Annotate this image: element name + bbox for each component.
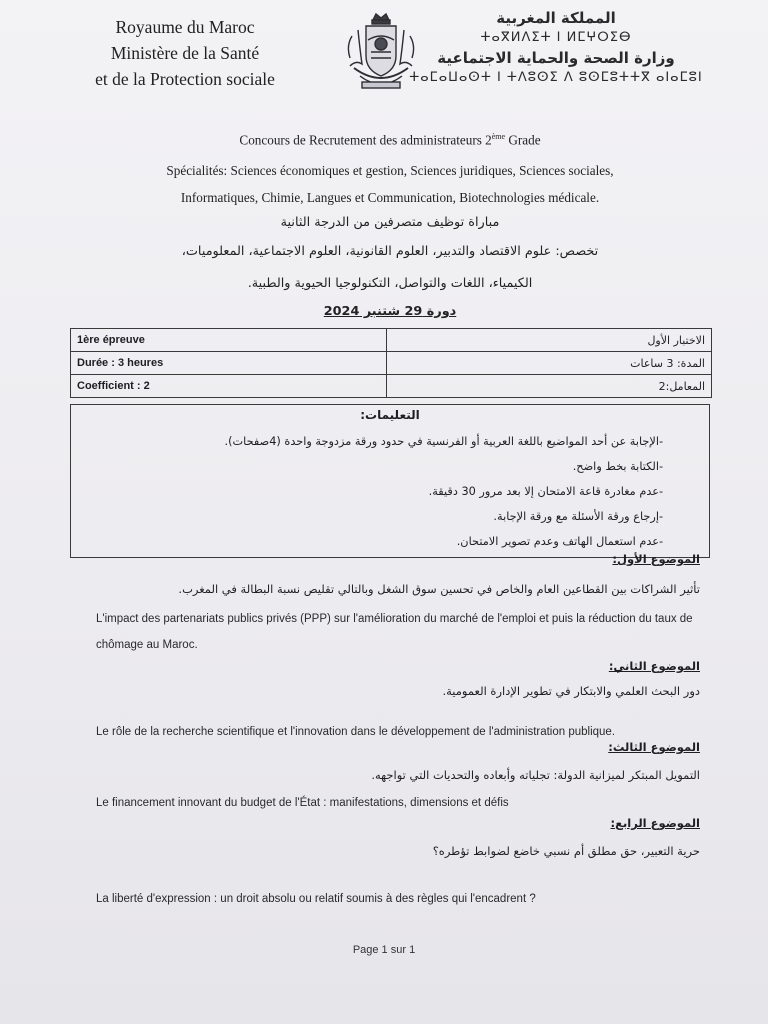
ar-title-line-1: مباراة توظيف متصرفين من الدرجة الثانية: [280, 215, 500, 230]
table-row: [71, 329, 712, 352]
topic-1-fr: L'impact des partenariats publics privés (PPP) sur l'amélioration du marché de l'emploi et puis la réduction du taux de chômage au Maroc.: [96, 613, 693, 651]
ar-title-line-2: تخصص: علوم الاقتصاد والتدبير، العلوم القانونية، العلوم الاجتماعية، المعلوميات،: [181, 244, 599, 259]
topic-4-title: الموضوع الرابع:: [610, 816, 700, 830]
topic-3-fr: Le financement innovant du budget de l'État : manifestations, dimensions et défis: [96, 797, 509, 809]
specialties-line-1: Spécialités: Sciences économiques et gestion, Sciences juridiques, Sciences sociales,: [166, 163, 614, 178]
header-fr-line: Ministère de la Santé: [110, 43, 260, 63]
list-item: -عدم استعمال الهاتف وعدم تصوير الامتحان.: [456, 535, 664, 548]
table-cell-ar: الاختبار الأول: [387, 329, 712, 352]
instructions-title: التعليمات:: [360, 408, 420, 422]
instructions-box: [70, 404, 710, 558]
topic-3-ar: التمويل المبتكر لميزانية الدولة: تجلياته وأبعاده والتحديات التي تواجهه.: [371, 768, 700, 782]
topic-3-title: الموضوع الثالث:: [608, 740, 700, 754]
topic-1-title: الموضوع الأول:: [612, 552, 700, 566]
table-cell-ar: المدة: 3 ساعات: [387, 352, 712, 375]
topic-2-title: الموضوع الثاني:: [608, 659, 700, 673]
header-tif-line: ⵜⴰⵎⴰⵡⴰⵙⵜ ⵏ ⵜⴷⵓⵙⵉ ⴷ ⵓⵙⵎⵓⵜⵜⴳ ⴰⵏⴰⵎⵓⵏ: [409, 70, 703, 85]
table-row: [71, 375, 712, 398]
list-item: -الإجابة عن أحد المواضيع باللغة العربية أو الفرنسية في حدود ورقة مزدوجة واحدة (4صفحات).: [224, 435, 664, 448]
topic-2-ar: دور البحث العلمي والابتكار في تطوير الإدارة العمومية.: [442, 684, 700, 698]
header-ar-line: المملكة المغربية: [496, 9, 616, 27]
table-cell-fr: 1ère épreuve: [71, 329, 387, 352]
specialties-line-2: Informatiques, Chimie, Langues et Communication, Biotechnologies médicale.: [180, 190, 600, 205]
ar-title-line-3: الكيمياء، اللغات والتواصل، التكنولوجيا الحيوية والطبية.: [247, 276, 533, 291]
list-item: -الكتابة بخط واضح.: [572, 460, 664, 473]
table-cell-ar: المعامل:2: [387, 375, 712, 398]
header-fr-line: Royaume du Maroc: [115, 17, 255, 37]
instructions-list: [87, 429, 687, 554]
topic-4-fr: La liberté d'expression : un droit absolu ou relatif soumis à des règles qui l'encadrent ?: [96, 893, 536, 905]
session-date: دورة 29 شتنبر 2024: [323, 304, 457, 319]
page-number: Page 1 sur 1: [352, 944, 416, 956]
header-tif-line: ⵜⴰⴳⵍⴷⵉⵜ ⵏ ⵍⵎⵖⵔⵉⴱ: [480, 30, 632, 45]
header-fr-line: et de la Protection sociale: [95, 69, 275, 89]
header-fr: [40, 14, 330, 92]
list-item: -إرجاع ورقة الأسئلة مع ورقة الإجابة.: [493, 510, 664, 523]
topic-1-ar: تأثير الشراكات بين القطاعين العام والخاص في تحسين سوق الشغل وبالتالي تقليص نسبة البطالة في المغرب.: [178, 582, 700, 596]
topic-2-fr: Le rôle de la recherche scientifique et l'innovation dans le développement de l'administration publique.: [96, 726, 616, 738]
topic-4-ar: حرية التعبير، حق مطلق أم نسبي خاضع لضوابط تؤطره؟: [432, 844, 700, 858]
table-cell-fr: Coefficient : 2: [71, 375, 387, 398]
header-ar: [406, 8, 706, 88]
header-ar-line: وزارة الصحة والحماية الاجتماعية: [437, 49, 675, 67]
competition-title: Concours de Recrutement des administrateurs 2ème Grade: [239, 132, 541, 148]
exam-info-table: [70, 328, 712, 398]
table-cell-fr: Durée : 3 heures: [71, 352, 387, 375]
list-item: -عدم مغادرة قاعة الامتحان إلا بعد مرور 30 دقيقة.: [428, 485, 664, 498]
table-row: [71, 352, 712, 375]
